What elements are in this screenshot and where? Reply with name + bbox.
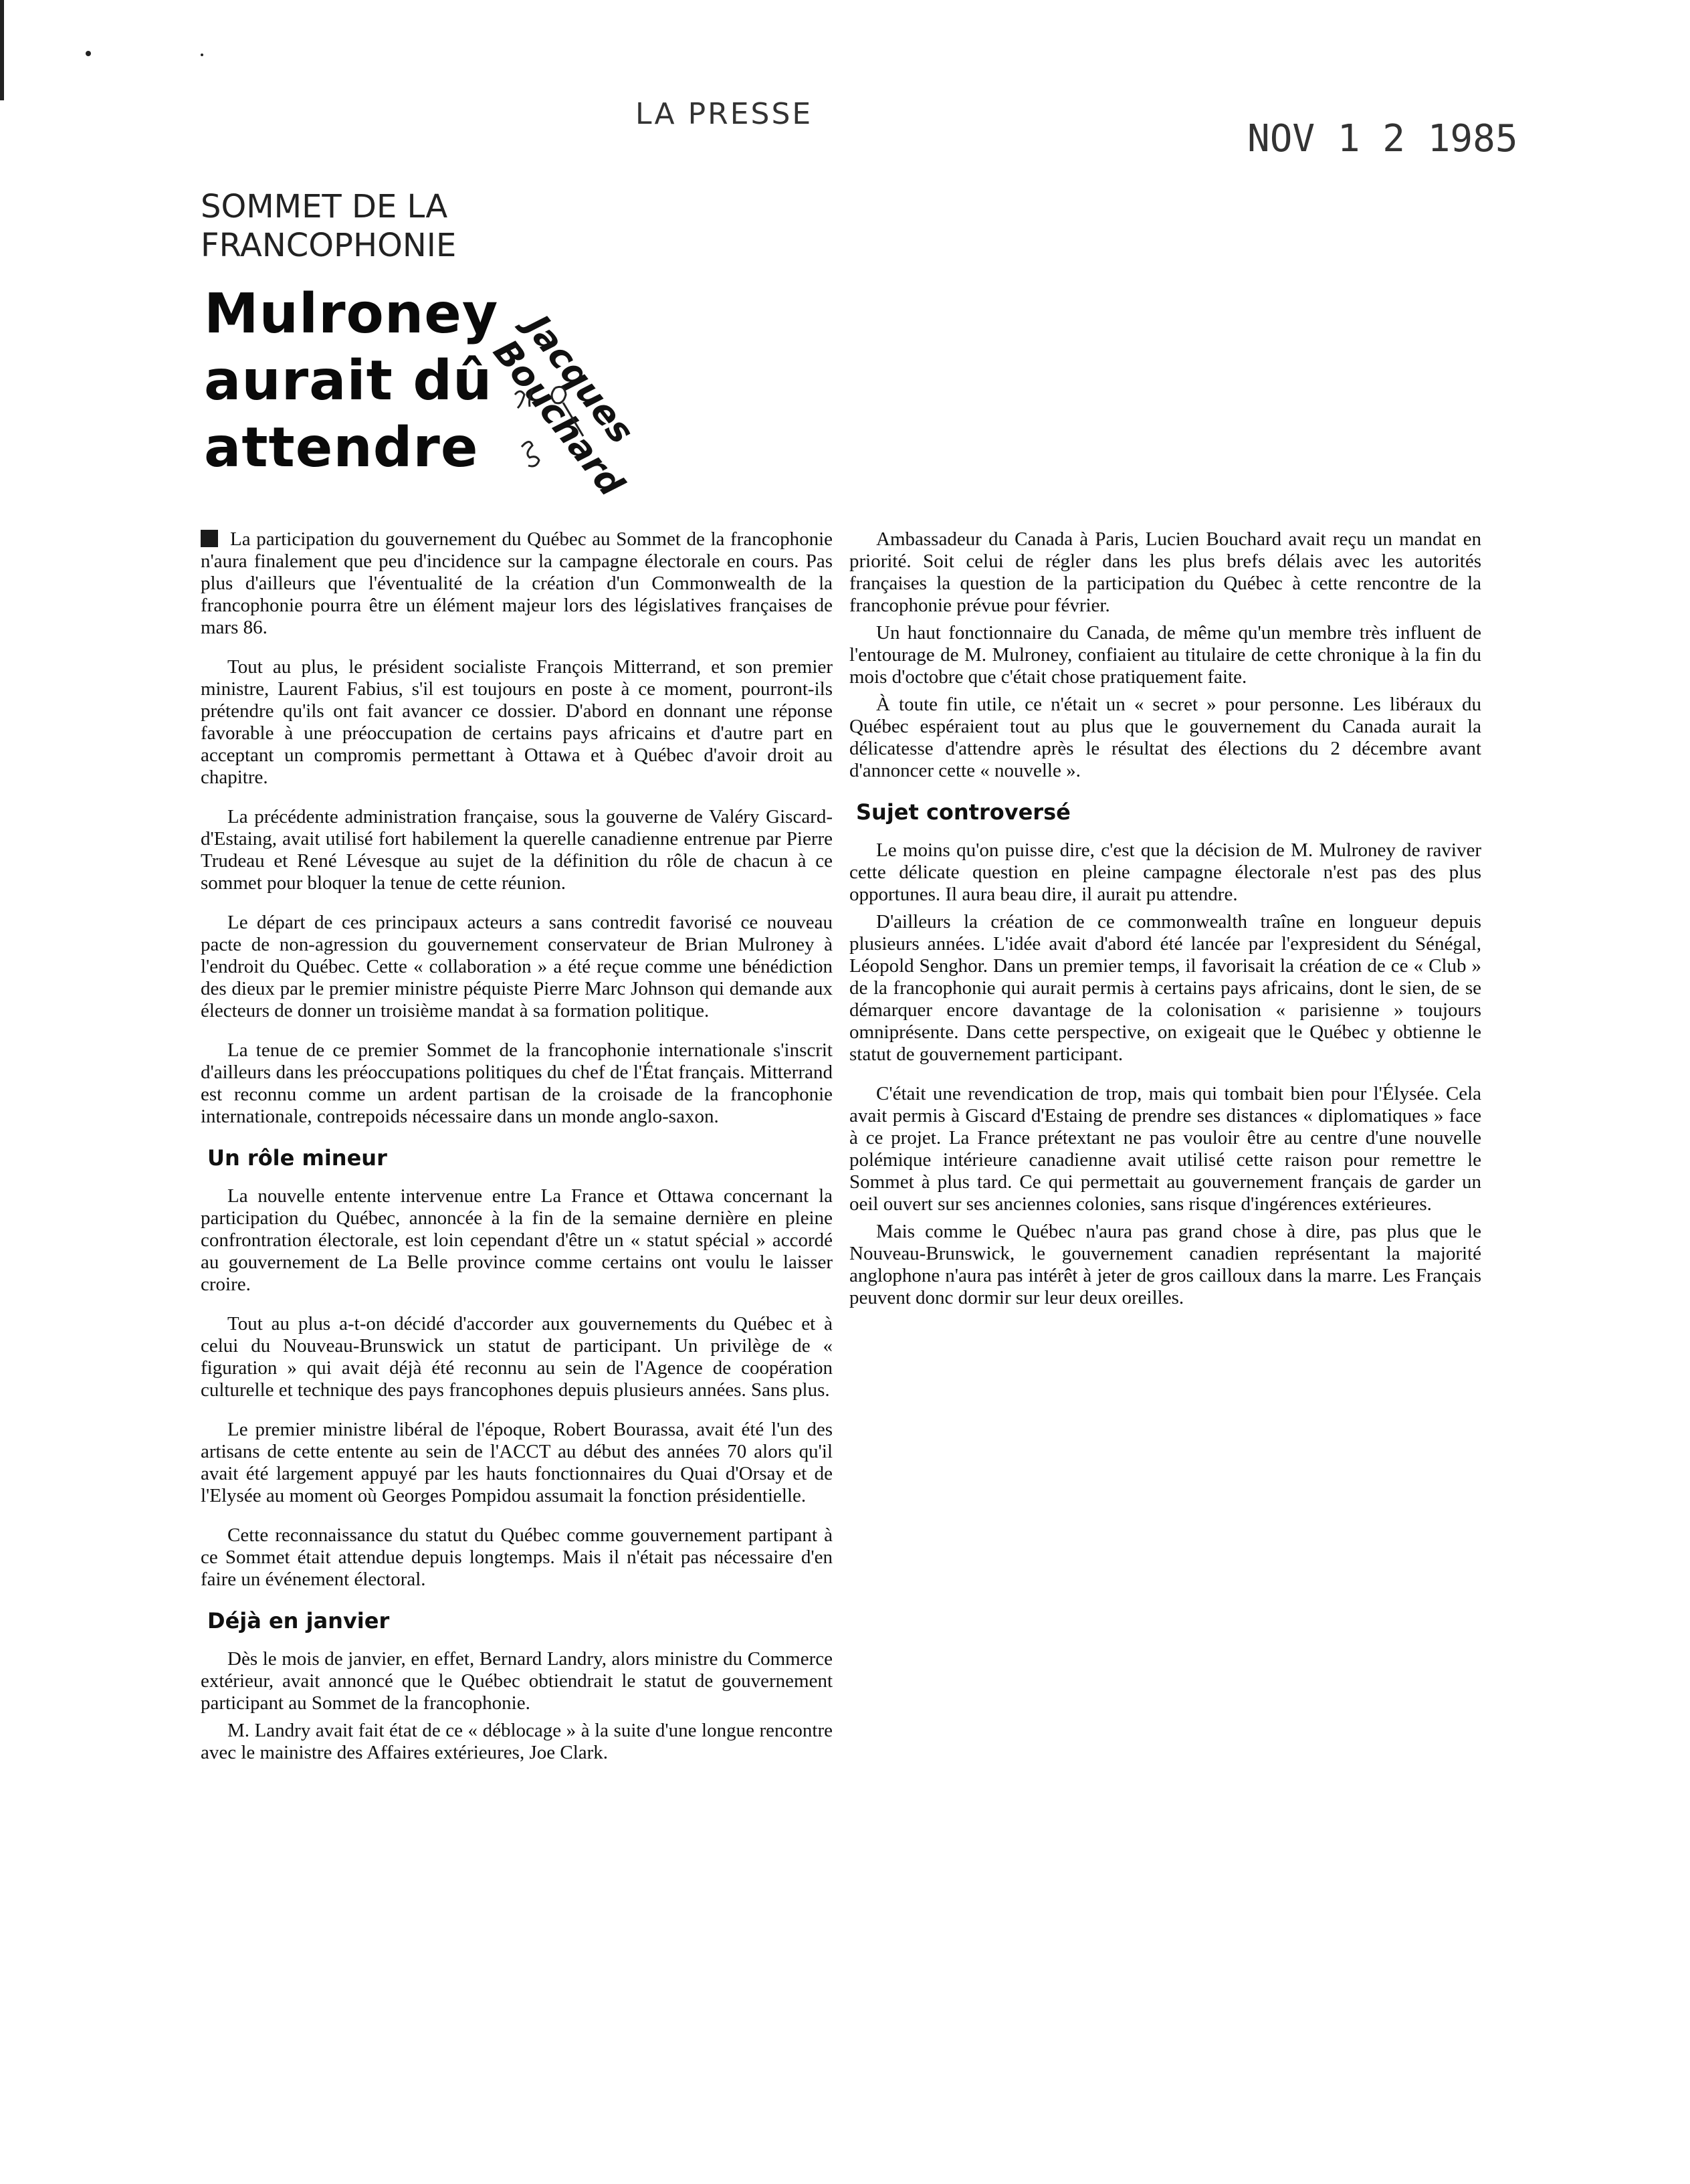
kicker <box>201 187 456 265</box>
article-paragraph: La tenue de ce premier Sommet de la francophonie internationale s'inscrit d'ailleurs dans les préoccupations politiques du chef de l'État français. Mitterrand est reconnu comme un ardent partisan de la croisade de la francophonie internationale, contrepoids nécessaire dans un monde anglo-saxon. <box>201 1039 833 1127</box>
section-subhead: Un rôle mineur <box>207 1145 387 1171</box>
article-column-left <box>201 528 833 1781</box>
article-paragraph: Le moins qu'on puisse dire, c'est que la décision de M. Mulroney de raviver cette délicate question en pleine campagne électorale n'est pas des plus opportunes. Il aura beau dire, il aurait pu attendre. <box>849 839 1481 905</box>
scan-edge-mark <box>0 0 4 100</box>
section-subhead: Déjà en janvier <box>207 1608 390 1633</box>
article-paragraph: À toute fin utile, ce n'était un « secret » pour personne. Les libéraux du Québec espéraient tout au plus que le gouvernement du Canada aurait la délicatesse d'attendre après le résultat des élections du 2 décembre avant d'annoncer cette « nouvelle ». <box>849 694 1481 781</box>
article-paragraph: La participation du gouvernement du Québec au Sommet de la francophonie n'aura finalement que peu d'incidence sur la campagne électorale en cours. Pas plus d'ailleurs que l'éventualité de la création d'un Commonwealth de la francophonie pourra être un élément majeur lors des législatives françaises de mars 86. <box>201 528 833 638</box>
article-paragraph: Ambassadeur du Canada à Paris, Lucien Bouchard avait reçu un mandat en priorité. Soit celui de régler dans les plus brefs délais avec les autorités françaises la question de la participation du Québec à cette rencontre de la francophonie prévue pour février. <box>849 528 1481 616</box>
date-stamp: NOV 1 2 1985 <box>1247 117 1518 161</box>
newspaper-masthead: LA PRESSE <box>635 97 813 131</box>
scan-speck <box>201 54 203 56</box>
article-paragraph: Cette reconnaissance du statut du Québec comme gouvernement partipant à ce Sommet était attendue depuis longtemps. Mais il n'était pas nécessaire d'en faire un événement électoral. <box>201 1524 833 1590</box>
article-paragraph: Tout au plus, le président socialiste François Mitterrand, et son premier ministre, Laurent Fabius, s'il est toujours en poste à ce moment, pourront-ils prétendre qu'ils ont fait avancer ce dossier. D'abord en donnant une réponse favorable à une préoccupation de certains pays africains et d'autre part en acceptant un compromis permettant à Ottawa et à Québec d'avoir droit au chapitre. <box>201 656 833 788</box>
article-paragraph: C'était une revendication de trop, mais qui tombait bien pour l'Élysée. Cela avait permis à Giscard d'Estaing de prendre ses distances « diplomatiques » face à ce projet. La France prétextant ne pas vouloir être au centre d'une nouvelle polémique intérieure canadienne avait utilisé cette raison pour remettre le Sommet à plus tard. Ce qui permettait au gouvernement français de garder un oeil ouvert sur ses anciennes colonies, sans risque d'ingérences extérieures. <box>849 1083 1481 1215</box>
article-paragraph: La précédente administration française, sous la gouverne de Valéry Giscard-d'Estaing, avait utilisé fort habilement la querelle canadienne entrenue par Pierre Trudeau et René Lévesque au sujet de la définition du rôle de chacun à ce sommet pour bloquer la tenue de cette réunion. <box>201 806 833 894</box>
handwritten-margin-note <box>508 375 602 468</box>
scan-speck <box>86 51 91 56</box>
article-paragraph: Tout au plus a-t-on décidé d'accorder aux gouvernements du Québec et à celui du Nouveau-Brunswick un statut de participant. Un privilège de « figuration » qui avait déjà été reconnu au sein de l'Agence de coopération culturelle et technique des pays francophones depuis plusieurs années. Sans plus. <box>201 1313 833 1401</box>
article-paragraph: M. Landry avait fait état de ce « déblocage » à la suite d'une longue rencontre avec le mainistre des Affaires extérieures, Joe Clark. <box>201 1720 833 1763</box>
lead-marker-icon <box>201 530 218 547</box>
headline: Mulroney aurait dû attendre <box>204 282 499 480</box>
section-subhead: Sujet controversé <box>856 799 1071 825</box>
article-paragraph: Le premier ministre libéral de l'époque, Robert Bourassa, avait été l'un des artisans de cette entente au sein de l'ACCT au début des années 70 alors qu'il avait été largement appuyé par les hauts fonctionnaires du Quai d'Orsay et de l'Elysée au moment où Georges Pompidou assumait la fonction présidentielle. <box>201 1419 833 1506</box>
article-paragraph: La nouvelle entente intervenue entre La France et Ottawa concernant la participation du Québec, annoncée à la fin de la semaine dernière en pleine confrontration électorale, est loin cependant d'être un « statut spécial » accordé au gouvernement de La Belle province comme certains ont voulu le laisser croire. <box>201 1185 833 1295</box>
article-column-right <box>849 528 1481 1326</box>
article-paragraph: D'ailleurs la création de ce commonwealth traîne en longueur depuis plusieurs années. L'idée avait d'abord été lancée par l'expresident du Sénégal, Léopold Senghor. Dans un premier temps, il favorisait la création de ce « Club » de la francophonie qui aurait permis à certains pays africains, dont le sien, de se démarquer encore davantage de la colonisation « parisienne » toujours omniprésente. Dans cette perspective, on exigeait que le Québec y obtienne le statut de gouvernement participant. <box>849 911 1481 1065</box>
article-paragraph: Le départ de ces principaux acteurs a sans contredit favorisé ce nouveau pacte de non-agression du gouvernement conservateur de Brian Mulroney à l'endroit du Québec. Cette « collaboration » a été reçue comme une bénédiction des dieux par le premier ministre péquiste Pierre Marc Johnson qui demande aux électeurs de donner un troisième mandat à sa formation politique. <box>201 912 833 1021</box>
byline: Jacques Bouchard <box>485 308 641 504</box>
kicker-line: FRANCOPHONIE <box>201 227 457 264</box>
article-paragraph: Dès le mois de janvier, en effet, Bernard Landry, alors ministre du Commerce extérieur, avait annoncé que le Québec obtiendrait le statut de gouvernement participant au Sommet de la francophonie. <box>201 1648 833 1714</box>
kicker-line: SOMMET DE LA <box>201 188 448 225</box>
article-paragraph: Un haut fonctionnaire du Canada, de même qu'un membre très influent de l'entourage de M. Mulroney, confiaient au titulaire de cette chronique à la fin du mois d'octobre que c'était chose pratiquement faite. <box>849 622 1481 688</box>
article-paragraph: Mais comme le Québec n'aura pas grand chose à dire, pas plus que le Nouveau-Brunswick, le gouvernement canadien représentant la majorité anglophone n'aura pas intérêt à jeter de gros cailloux dans la marre. Les Français peuvent donc dormir sur leur deux oreilles. <box>849 1221 1481 1308</box>
